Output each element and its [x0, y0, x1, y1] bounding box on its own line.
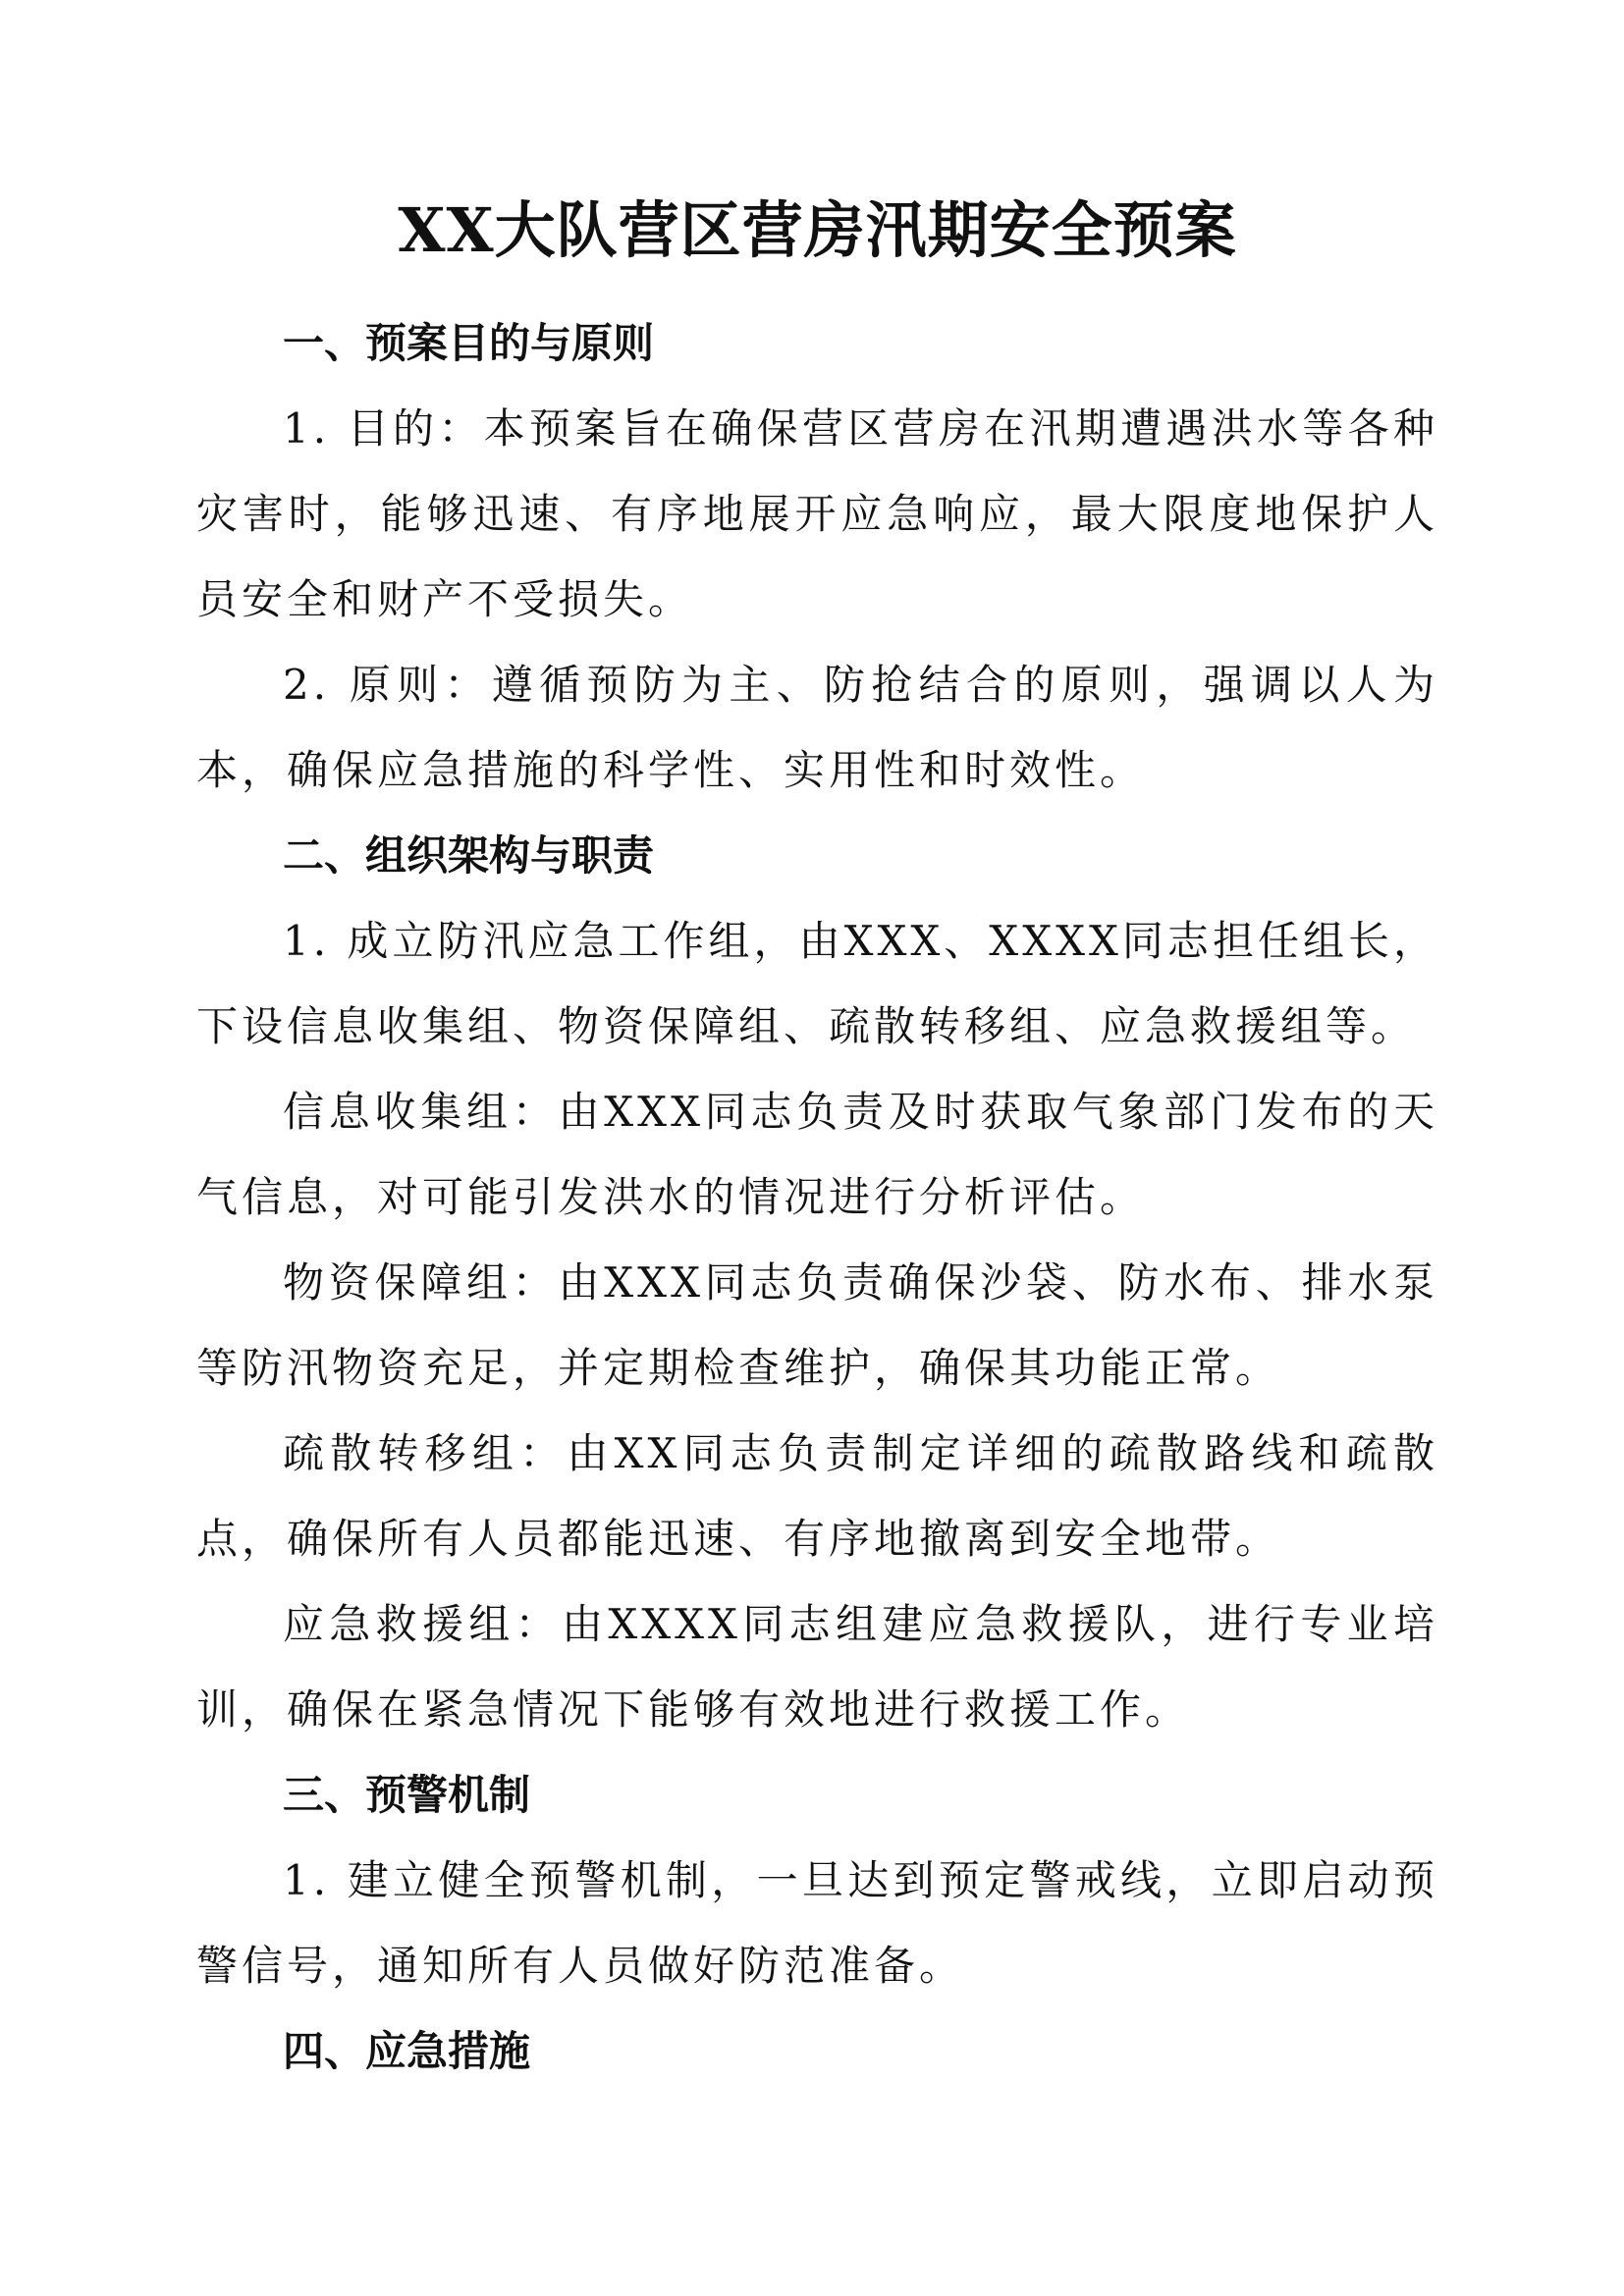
paragraph-evacuation-group: 疏散转移组：由XX同志负责制定详细的疏散路线和疏散点，确保所有人员都能迅速、有序地撤离到安全地带。 [196, 1429, 1438, 1563]
document-page [196, 187, 1438, 2094]
paragraph-purpose: 1. 目的：本预案旨在确保营区营房在汛期遭遇洪水等各种灾害时，能够迅速、有序地展开应急响应，最大限度地保护人员安全和财产不受损失。 [196, 404, 1438, 623]
paragraph-warning-mechanism: 1. 建立健全预警机制，一旦达到预定警戒线，立即启动预警信号，通知所有人员做好防范准备。 [196, 1856, 1438, 1990]
paragraph-principle: 2. 原则：遵循预防为主、防抢结合的原则，强调以人为本，确保应急措施的科学性、实用性和时效性。 [196, 661, 1438, 794]
paragraph-rescue-group: 应急救援组：由XXXX同志组建应急救援队，进行专业培训，确保在紧急情况下能够有效地进行救援工作。 [196, 1600, 1438, 1734]
paragraph-supply-group: 物资保障组：由XXX同志负责确保沙袋、防水布、排水泵等防汛物资充足，并定期检查维护，确保其功能正常。 [196, 1258, 1438, 1392]
section-heading-emergency-measures: 四、应急措施 [283, 2027, 531, 2075]
paragraph-working-group: 1. 成立防汛应急工作组，由XXX、XXXX同志担任组长，下设信息收集组、物资保障组、疏散转移组、应急救援组等。 [196, 917, 1438, 1050]
section-heading-organization: 二、组织架构与职责 [283, 831, 655, 880]
paragraph-info-group: 信息收集组：由XXX同志负责及时获取气象部门发布的天气信息，对可能引发洪水的情况进行分析评估。 [196, 1088, 1438, 1221]
document-title: XX大队营区营房汛期安全预案 [398, 194, 1237, 266]
section-heading-purpose: 一、预案目的与原则 [283, 319, 655, 367]
section-heading-warning: 三、预警机制 [283, 1771, 531, 1819]
